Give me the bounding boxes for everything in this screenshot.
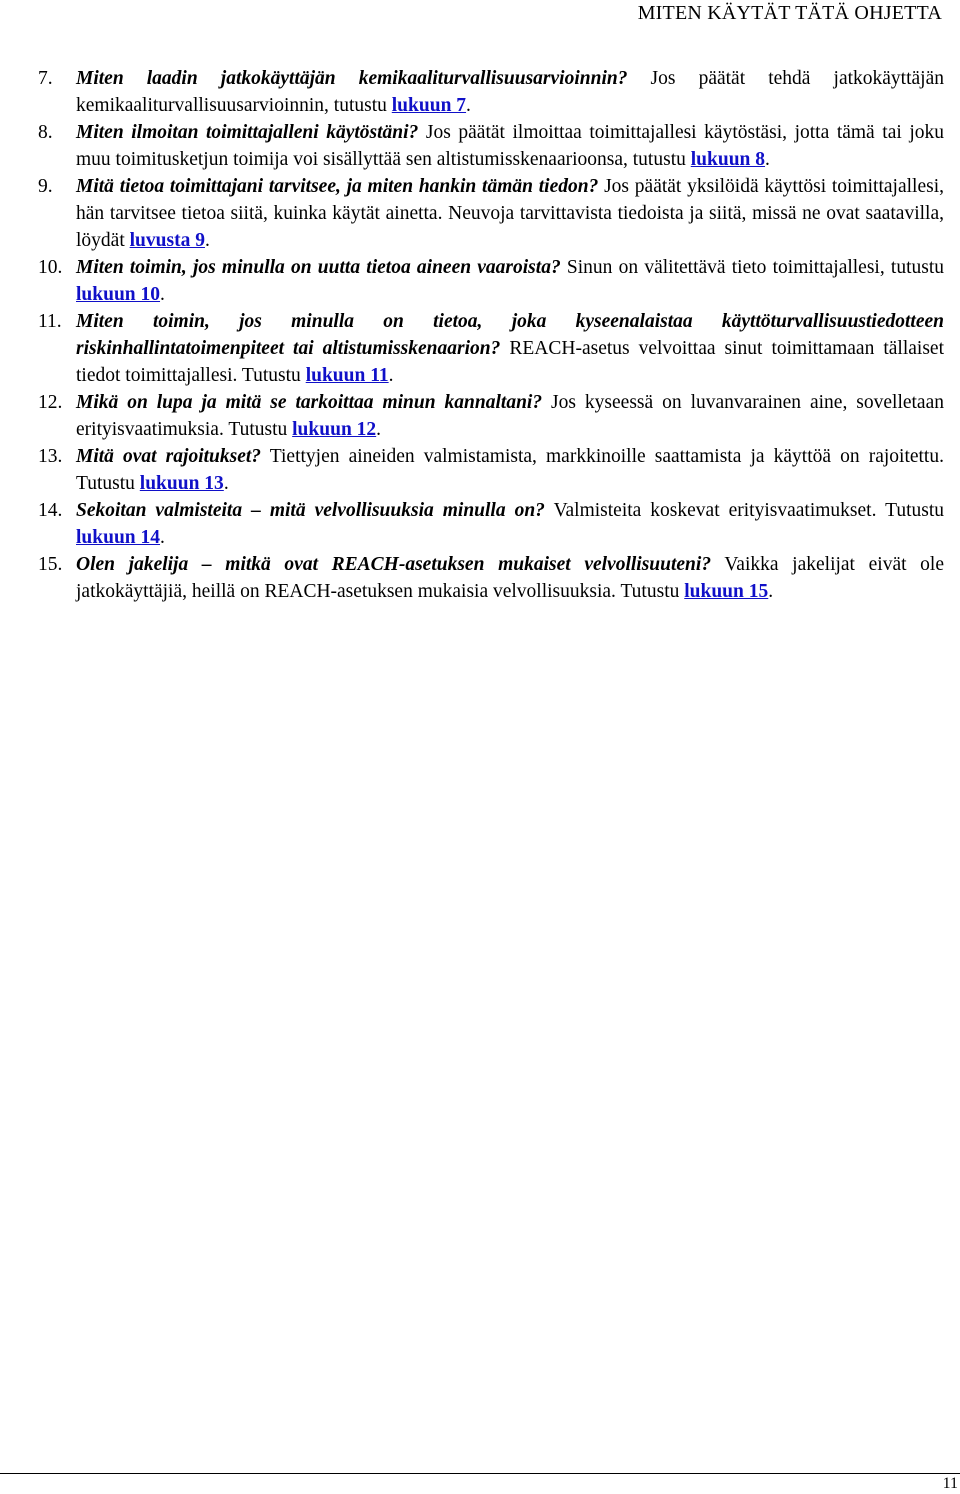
list-item [38,389,944,443]
chapter-7-link[interactable]: lukuun 7 [391,95,467,116]
item-text: REACH-asetus velvoittaa sinut toimittamaan tällaiset tiedot toimittajallesi. Tutustu [76,338,944,386]
item-question: Mitä tietoa toimittajani tarvitsee, ja miten hankin tämän tiedon? [76,176,599,197]
item-end: . [223,473,229,494]
item-question: Miten ilmoitan toimittajalleni käytöstäni? [76,122,419,143]
item-text: Tiettyjen aineiden valmistamista, markkinoille saattamista ja käyttöä on rajoitettu. Tutustu [76,446,944,494]
item-question: Olen jakelija – mitkä ovat REACH-asetuksen mukaiset velvollisuuteni? [76,554,712,575]
item-number: 8. [38,122,53,143]
item-end: . [768,581,774,602]
chapter-9-link[interactable]: luvusta 9 [129,230,205,251]
item-text: Jos päätät ilmoittaa toimittajallesi käytöstäsi, jotta tämä tai joku muu toimitusketjun toimija voi sisällyttää sen altistumisskenaarioonsa, tutustu [76,122,944,170]
list-item [38,65,944,119]
list-item [38,443,944,497]
chapter-11-link[interactable]: lukuun 11 [305,365,389,386]
item-end: . [765,149,770,170]
list-item [38,551,944,605]
item-question: Miten laadin jatkokäyttäjän kemikaaliturvallisuusarvioinnin? [76,68,628,89]
running-header: MITEN KÄYTÄT TÄTÄ OHJETTA [637,2,942,24]
item-text: Jos päätät yksilöidä käyttösi toimittajallesi, hän tarvitsee tietoa siitä, kuinka käytät ainetta. Neuvoja tarvittavista tiedoista ja siitä, missä ne ovat saatavilla, löydät [76,176,944,251]
question-list [38,65,944,605]
item-question: Miten toimin, jos minulla on tietoa, joka kyseenalaistaa käyttöturvallisuustiedotteen riskinhallintatoimenpiteet tai altistumisskenaarion? [76,311,944,359]
item-text: Vaikka jakelijat eivät ole jatkokäyttäjiä, heillä on REACH-asetuksen mukaisia velvollisuuksia. Tutustu [76,554,944,602]
item-end: . [376,419,382,440]
item-question: Mikä on lupa ja mitä se tarkoittaa minun kannaltani? [76,392,543,413]
item-number: 7. [38,68,53,89]
item-end: . [160,284,165,305]
item-end: . [204,230,210,251]
item-number: 14. [38,500,63,521]
chapter-14-link[interactable]: lukuun 14 [76,527,161,548]
chapter-13-link[interactable]: lukuun 13 [139,473,224,494]
chapter-8-link[interactable]: lukuun 8 [690,149,766,170]
item-number: 13. [38,446,63,467]
item-number: 15. [38,554,63,575]
item-text: Jos päätät tehdä jatkokäyttäjän kemikaaliturvallisuusarvioinnin, tutustu [76,68,944,116]
page-number: 11 [942,1475,958,1492]
item-number: 11. [38,311,62,332]
item-question: Mitä ovat rajoitukset? [76,446,262,467]
item-text: Sinun on välitettävä tieto toimittajallesi, tutustu [560,257,945,278]
item-number: 9. [38,176,53,197]
item-end: . [388,365,394,386]
item-text: Valmisteita koskevat erityisvaatimukset. Tutustu [544,500,944,521]
item-text: Jos kyseessä on luvanvarainen aine, sovelletaan erityisvaatimuksia. Tutustu [76,392,944,440]
list-item [38,497,944,551]
chapter-10-link[interactable]: lukuun 10 [76,284,161,305]
item-end: . [160,527,165,548]
list-item [38,119,944,173]
footer-divider [0,1473,960,1474]
chapter-15-link[interactable]: lukuun 15 [684,581,769,602]
item-number: 10. [38,257,63,278]
item-question: Miten toimin, jos minulla on uutta tietoa aineen vaaroista? [76,257,561,278]
list-item [38,173,944,254]
list-item [38,254,944,308]
item-question: Sekoitan valmisteita – mitä velvollisuuksia minulla on? [76,500,545,521]
item-number: 12. [38,392,63,413]
chapter-12-link[interactable]: lukuun 12 [292,419,377,440]
item-end: . [466,95,471,116]
list-item [38,308,944,389]
